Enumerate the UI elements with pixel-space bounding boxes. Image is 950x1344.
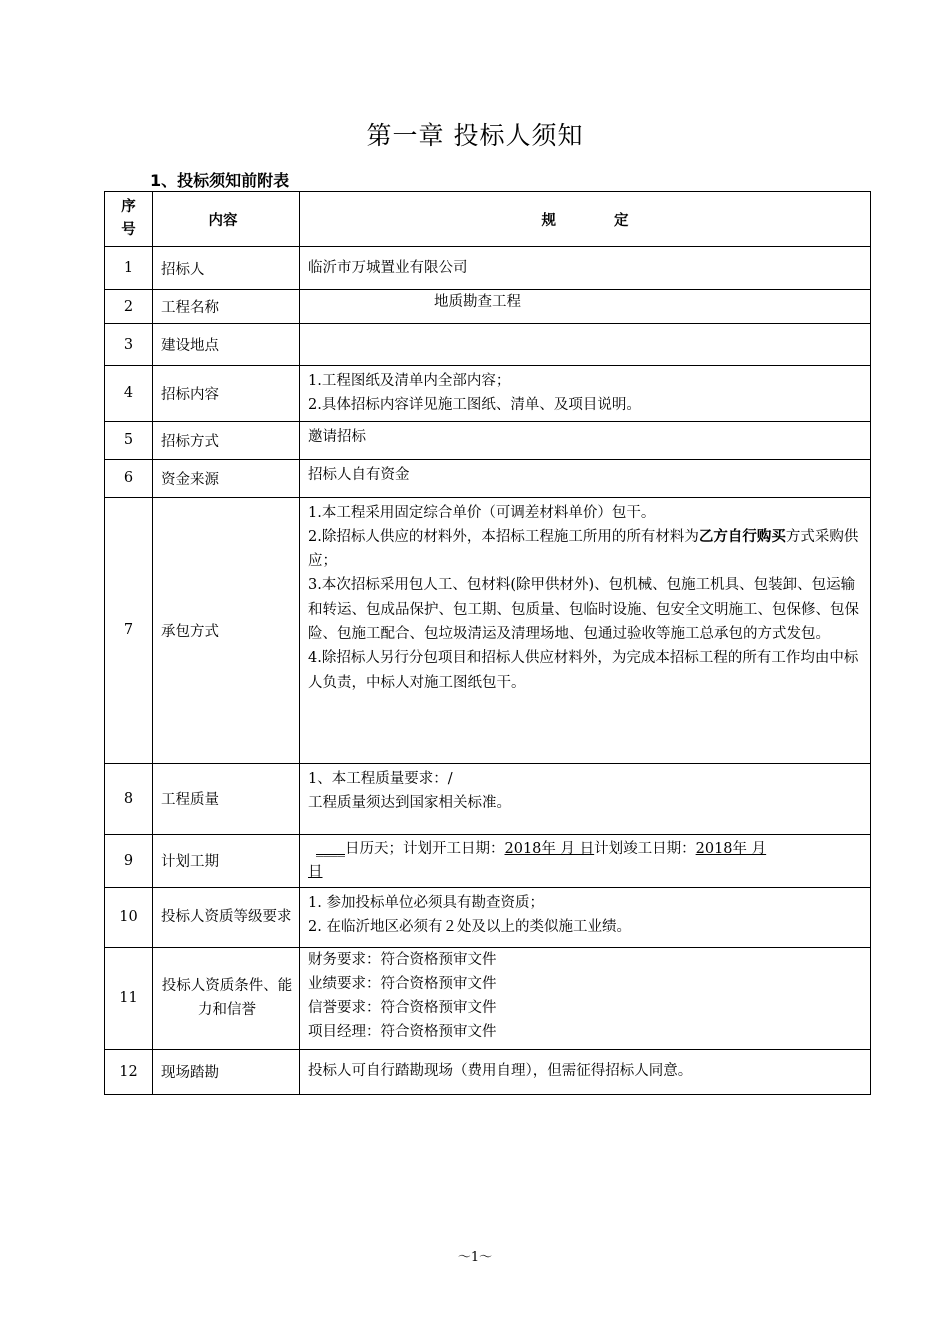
schedule-text: 日历天；计划开工日期： <box>345 840 505 857</box>
table-row <box>105 421 871 459</box>
row-no: 3 <box>105 324 153 366</box>
rule-line: 项目经理：符合资格预审文件 <box>308 1024 497 1041</box>
table-row <box>105 290 871 324</box>
section-heading: 1、投标须知前附表 <box>150 171 290 190</box>
row-rule <box>300 947 871 1049</box>
table-row <box>105 497 871 763</box>
table-row <box>105 947 871 1049</box>
rule-line: 1. 参加投标单位必须具有勘查资质； <box>308 894 544 911</box>
row-item: 投标人资质条件、能力和信誉 <box>153 947 300 1049</box>
row-rule <box>300 459 871 497</box>
header-no-text: 序号 <box>121 199 136 238</box>
row-no: 1 <box>105 247 153 290</box>
row-item: 招标内容 <box>153 366 300 422</box>
row-rule <box>300 290 871 324</box>
row-item: 资金来源 <box>153 459 300 497</box>
rule-line: 业绩要求：符合资格预审文件 <box>308 975 497 992</box>
rule-line: 投标人可自行踏勘现场（费用自理），但需征得招标人同意。 <box>308 1063 693 1080</box>
row-rule <box>300 247 871 290</box>
rule-line: 4.除招标人另行分包项目和招标人供应材料外，为完成本招标工程的所有工作均由中标人负责，中标人对施工图纸包干。 <box>308 650 859 691</box>
row-no: 8 <box>105 763 153 834</box>
schedule-text: 计划竣工日期： <box>594 840 696 857</box>
row-no: 4 <box>105 366 153 422</box>
row-no: 2 <box>105 290 153 324</box>
table-row <box>105 834 871 887</box>
row-rule <box>300 324 871 366</box>
row-no: 5 <box>105 421 153 459</box>
row-rule <box>300 1049 871 1094</box>
rule-line: 1、本工程质量要求：/ <box>308 770 453 787</box>
table-row <box>105 887 871 947</box>
row-item: 计划工期 <box>153 834 300 887</box>
schedule-end-day: 日 <box>308 863 323 880</box>
row-rule <box>300 421 871 459</box>
row-no: 9 <box>105 834 153 887</box>
rule-line: 招标人自有资金 <box>308 466 410 483</box>
schedule-end-date: 2018年 月 <box>695 840 767 857</box>
table-row <box>105 247 871 290</box>
rule-line: 临沂市万城置业有限公司 <box>308 259 468 276</box>
table-row <box>105 459 871 497</box>
rule-text: 2.除招标人供应的材料外，本招标工程施工所用的所有材料为 <box>308 528 699 545</box>
row-item: 现场踏勘 <box>153 1049 300 1094</box>
rule-text: 方式采购供应； <box>308 528 859 570</box>
row-item: 投标人资质等级要求 <box>153 887 300 947</box>
table-row <box>105 324 871 366</box>
row-item: 工程质量 <box>153 763 300 834</box>
header-content: 内容 <box>153 192 300 247</box>
rule-line: 1.本工程采用固定综合单价（可调差材料单价）包干。 <box>308 504 656 521</box>
rule-line: 邀请招标 <box>308 428 366 445</box>
table-header-row <box>105 192 871 247</box>
row-rule <box>300 887 871 947</box>
header-no <box>105 192 153 247</box>
row-rule <box>300 834 871 887</box>
rule-line: 2. 在临沂地区必须有２处及以上的类似施工业绩。 <box>308 918 631 935</box>
row-no: 7 <box>105 497 153 763</box>
rule-line: 3.本次招标采用包人工、包材料(除甲供材外)、包机械、包施工机具、包装卸、包运输和转运、包成品保护、包工期、包质量、包临时设施、包安全文明施工、包保修、包保险、包施工配合、包垃圾清运及清理场地、包通过验收等施工总承包的方式发包。 <box>308 577 859 643</box>
row-item: 招标人 <box>153 247 300 290</box>
row-no: 10 <box>105 887 153 947</box>
rule-emphasis: 乙方自行购买 <box>698 528 786 545</box>
table-row <box>105 366 871 422</box>
schedule-days-blank: ____ <box>316 840 345 857</box>
rule-line: 工程质量须达到国家相关标准。 <box>308 794 511 811</box>
rule-line: 信誉要求：符合资格预审文件 <box>308 1000 497 1017</box>
rule-line: 1.工程图纸及清单内全部内容； <box>308 373 511 389</box>
page-number: ～1～ <box>457 1250 493 1265</box>
rule-line: 财务要求：符合资格预审文件 <box>308 951 497 968</box>
row-item: 建设地点 <box>153 324 300 366</box>
rule-line: 地质勘查工程 <box>434 294 521 310</box>
row-item: 工程名称 <box>153 290 300 324</box>
row-no: 6 <box>105 459 153 497</box>
row-rule <box>300 366 871 422</box>
bid-instructions-table <box>104 191 871 1095</box>
row-item: 招标方式 <box>153 421 300 459</box>
header-rule: 规定 <box>300 192 871 247</box>
row-no: 11 <box>105 947 153 1049</box>
schedule-start-date: 2018年 月 日 <box>504 840 595 857</box>
rule-line: 2.具体招标内容详见施工图纸、清单、及项目说明。 <box>308 397 641 414</box>
row-item: 承包方式 <box>153 497 300 763</box>
row-rule <box>300 763 871 834</box>
page-title: 第一章 投标人须知 <box>366 121 584 150</box>
row-rule <box>300 497 871 763</box>
table-row <box>105 763 871 834</box>
rule-line <box>308 525 864 574</box>
table-row <box>105 1049 871 1094</box>
row-no: 12 <box>105 1049 153 1094</box>
